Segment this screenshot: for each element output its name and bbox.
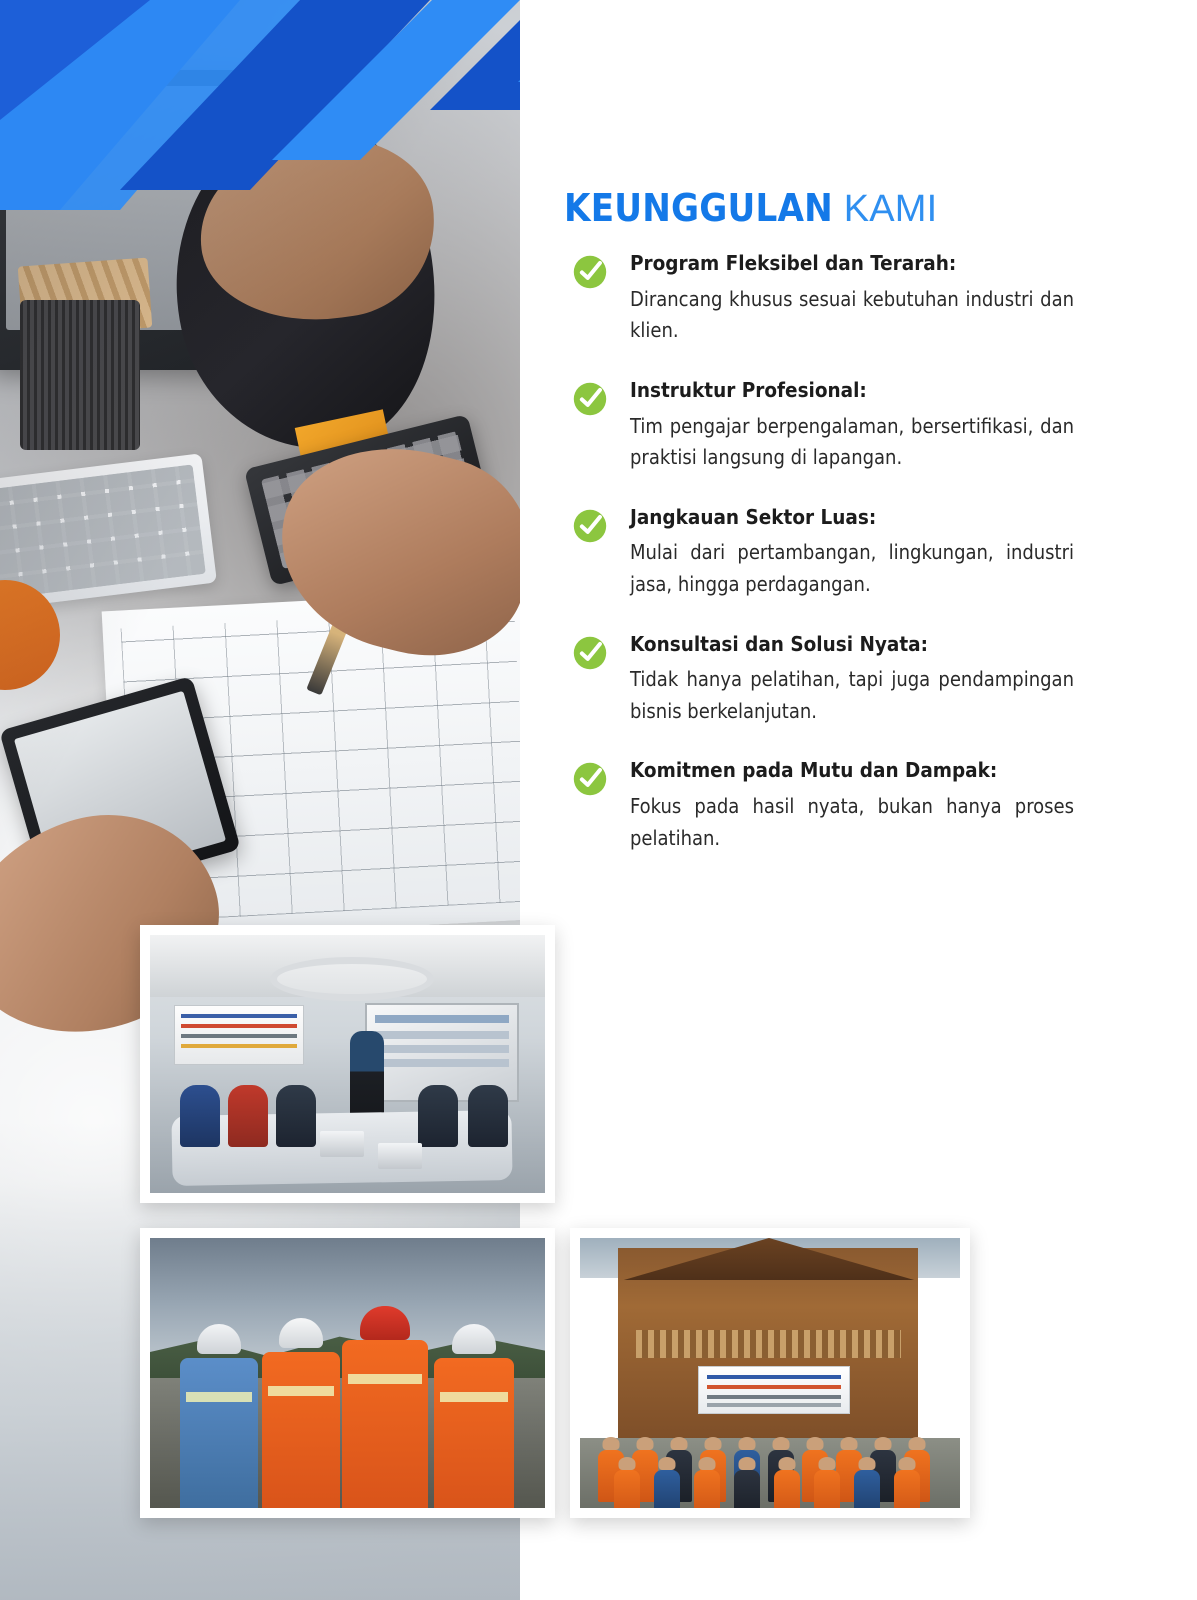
pencil-shape (306, 495, 400, 696)
feature-title: Program Fleksibel dan Terarah: (630, 251, 957, 275)
attendee-shape (276, 1085, 316, 1147)
feature-list (564, 250, 1074, 884)
participant-shape (734, 1470, 760, 1508)
page-title-light: KAMI (843, 188, 938, 230)
check-circle-icon (572, 508, 608, 544)
attendee-shape (228, 1085, 268, 1147)
sleeve-shape (144, 97, 467, 474)
group-photo (570, 1228, 970, 1518)
check-circle-icon (572, 381, 608, 417)
attendee-shape (468, 1085, 508, 1147)
participant-shape (894, 1470, 920, 1508)
list-item (564, 631, 1074, 728)
participant-shape (854, 1470, 880, 1508)
blueprint-shape (102, 589, 520, 941)
sticky-note-shape (295, 409, 396, 486)
worker-shape (434, 1358, 514, 1508)
feature-body: Dirancang khusus sesuai kebutuhan industri dan klien. (630, 286, 1074, 343)
attendee-shape (180, 1085, 220, 1147)
participant-shape (774, 1470, 800, 1508)
reflective-stripe (186, 1392, 252, 1402)
worker-shape (180, 1358, 258, 1508)
worker-shape (262, 1352, 340, 1508)
reflective-stripe (268, 1386, 334, 1396)
reflective-stripe (440, 1392, 508, 1402)
tablet-shape (0, 676, 241, 904)
keyboard-shape (0, 453, 217, 612)
worker-uniform (180, 1358, 258, 1508)
worker-uniform (342, 1340, 428, 1508)
group-photo-inner (580, 1238, 960, 1508)
meeting-room-photo (140, 925, 555, 1203)
pencil-cup-shape (20, 300, 140, 450)
feature-title: Komitmen pada Mutu dan Dampak: (630, 758, 998, 783)
check-circle-icon (572, 761, 608, 797)
feature-title: Konsultasi dan Solusi Nyata: (630, 631, 928, 656)
participant-shape (614, 1470, 640, 1508)
participant-shape (814, 1470, 840, 1508)
worker-shape (342, 1340, 428, 1508)
hand-pointing-shape (189, 125, 447, 336)
hand-drawing-shape (260, 423, 520, 678)
worker-uniform (434, 1358, 514, 1508)
list-item (564, 504, 1074, 601)
feature-title: Instruktur Profesional: (630, 377, 867, 402)
monitor-shape (0, 70, 290, 370)
calculator-shape (244, 414, 496, 586)
page-title-bold: KEUNGGULAN (564, 186, 833, 230)
standing-banner-shape (174, 1005, 304, 1065)
pencils-shape (18, 258, 153, 337)
feature-title: Jangkauan Sektor Luas: (630, 504, 877, 529)
participant-shape (654, 1470, 680, 1508)
reflective-stripe (348, 1374, 422, 1384)
house-railing-shape (636, 1330, 901, 1358)
laptop-shape (320, 1131, 364, 1157)
ceiling-light-shape (270, 957, 434, 1001)
list-item (564, 377, 1074, 474)
feature-body: Tim pengajar berpengalaman, bersertifikasi, dan praktisi langsung di lapangan. (630, 413, 1074, 470)
participant-shape (694, 1470, 720, 1508)
orange-object-shape (0, 580, 60, 690)
site-workers-photo-inner (150, 1238, 545, 1508)
feature-body: Mulai dari pertambangan, lingkungan, industri jasa, hingga perdagangan. (630, 540, 1074, 596)
check-circle-icon (572, 254, 608, 290)
event-banner-shape (698, 1366, 850, 1414)
list-item (564, 757, 1074, 854)
feature-body: Fokus pada hasil nyata, bukan hanya proses pelatihan. (630, 794, 1074, 850)
list-item (564, 250, 1074, 347)
feature-body: Tidak hanya pelatihan, tapi juga pendampingan bisnis berkelanjutan. (630, 667, 1074, 723)
laptop-shape (378, 1143, 422, 1169)
attendee-shape (418, 1085, 458, 1147)
worker-uniform (262, 1352, 340, 1508)
monitor-screen-shape (6, 86, 274, 330)
page-title (564, 186, 937, 231)
meeting-room-photo-inner (150, 935, 545, 1193)
site-workers-photo (140, 1228, 555, 1518)
check-circle-icon (572, 635, 608, 671)
